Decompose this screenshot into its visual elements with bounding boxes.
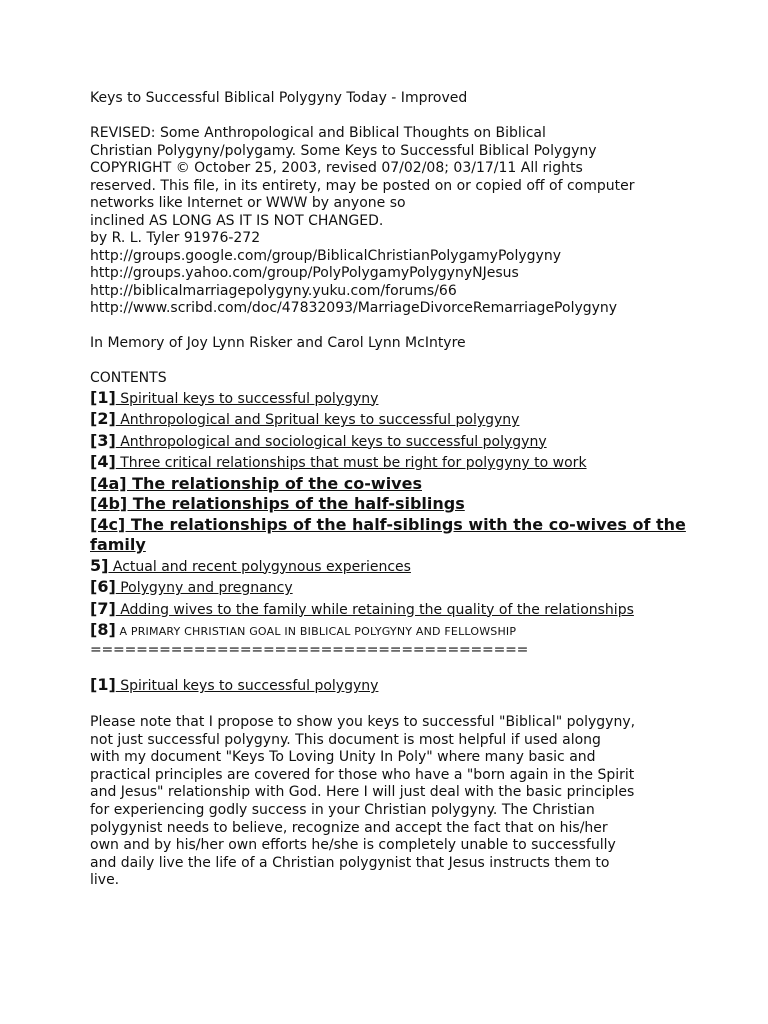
toc-item-number: [7] [90,598,116,618]
toc-item-number: [2] [90,409,116,428]
section-heading-link[interactable]: Spiritual keys to successful polygyny [115,678,379,694]
body-line: with my document "Keys To Loving Unity In Poly" where many basic and [90,749,596,766]
body-line: live. [90,872,120,889]
toc-item-8[interactable] [90,620,690,643]
section-number: [1] [90,675,116,694]
toc-item-4c[interactable]: [4c] The relationships of the half-siblings with the co-wives of the [90,514,686,534]
spacer [90,697,690,715]
toc-item-4b[interactable]: [4b] The relationships of the half-siblings [90,494,465,513]
toc-item-link[interactable]: Anthropological and sociological keys to successful polygyny [115,433,547,450]
spacer [90,353,690,371]
body-line: not just successful polygyny. This document is most helpful if used along [90,731,601,748]
url-line: http://groups.google.com/group/BiblicalChristianPolygamyPolygyny [90,247,561,264]
header-block [90,125,690,318]
header-line: networks like Internet or WWW by anyone so [90,195,406,211]
toc-item-1[interactable] [90,388,690,410]
url-line: http://biblicalmarriagepolygyny.yuku.com/forums/66 [90,282,457,299]
header-line: Christian Polygyny/polygamy. Some Keys to Successful Biblical Polygyny [90,142,597,159]
copyright-line: COPYRIGHT © October 25, 2003, revised 07/02/08; 03/17/11 All rights [90,160,583,176]
toc-item-7[interactable] [90,599,690,621]
body-line: own and by his/her own efforts he/she is completely unable to successfully [90,837,616,854]
toc-item-2[interactable] [90,409,690,431]
document-title: Keys to Successful Biblical Polygyny Today - Improved [90,90,468,106]
spacer [90,108,690,126]
toc-item-link[interactable]: Three critical relationships that must be right for polygyny to work [115,455,587,471]
body-line: and daily live the life of a Christian polygynist that Jesus instructs them to [90,854,610,871]
table-of-contents [90,388,690,643]
memorial-line: In Memory of Joy Lynn Risker and Carol Lynn McIntyre [90,335,466,351]
toc-item-number: [4] [90,452,116,471]
body-line: polygynist needs to believe, recognize and accept the fact that on his/her [90,819,608,836]
header-line: reserved. This file, in its entirety, may be posted on or copied off of computer [90,177,635,194]
url-line: http://groups.yahoo.com/group/PolyPolygamyPolygynyNJesus [90,265,519,281]
toc-item-number: 5] [90,555,109,575]
toc-item-link[interactable]: Anthropological and Spritual keys to successful polygyny [115,412,520,428]
section-1-heading[interactable] [90,675,690,697]
body-line: practical principles are covered for those who have a "born again in the Spirit [90,766,635,783]
toc-item-link[interactable]: Actual and recent polygynous experiences [108,558,411,575]
toc-item-link[interactable]: Polygyny and pregnancy [115,580,293,596]
body-line: Please note that I propose to show you keys to successful "Biblical" polygyny, [90,714,636,730]
document-page [90,90,690,890]
body-line: for experiencing godly success in your Christian polygyny. The Christian [90,801,595,818]
toc-item-4a[interactable]: [4a] The relationship of the co-wives [90,473,422,493]
toc-item-link[interactable]: Spiritual keys to successful polygyny [115,390,379,407]
body-paragraph [90,714,690,890]
contents-heading: CONTENTS [90,370,167,386]
toc-item-link[interactable]: Adding wives to the family while retaining the quality of the relationships [115,601,634,618]
toc-item-4[interactable] [90,452,690,474]
toc-item-number: [1] [90,387,116,407]
spacer [90,658,690,676]
toc-item-6[interactable] [90,577,690,599]
author-line: by R. L. Tyler 91976-272 [90,230,261,246]
toc-item-label: A PRIMARY CHRISTIAN GOAL IN BIBLICAL POLYGYNY AND FELLOWSHIP [115,625,517,638]
toc-item-4c-continued[interactable]: family [90,535,146,554]
section-divider: ====================================== [90,642,529,658]
spacer [90,318,690,336]
toc-item-3[interactable] [90,431,690,453]
header-line: inclined AS LONG AS IT IS NOT CHANGED. [90,212,384,229]
toc-item-number: [3] [90,430,116,450]
url-line: http://www.scribd.com/doc/47832093/MarriageDivorceRemarriagePolygyny [90,300,618,316]
body-line: and Jesus" relationship with God. Here I will just deal with the basic principles [90,784,635,801]
toc-item-number: [6] [90,577,116,596]
toc-item-number: [8] [90,620,116,639]
header-line: REVISED: Some Anthropological and Biblical Thoughts on Biblical [90,125,546,141]
toc-item-5[interactable] [90,556,690,578]
